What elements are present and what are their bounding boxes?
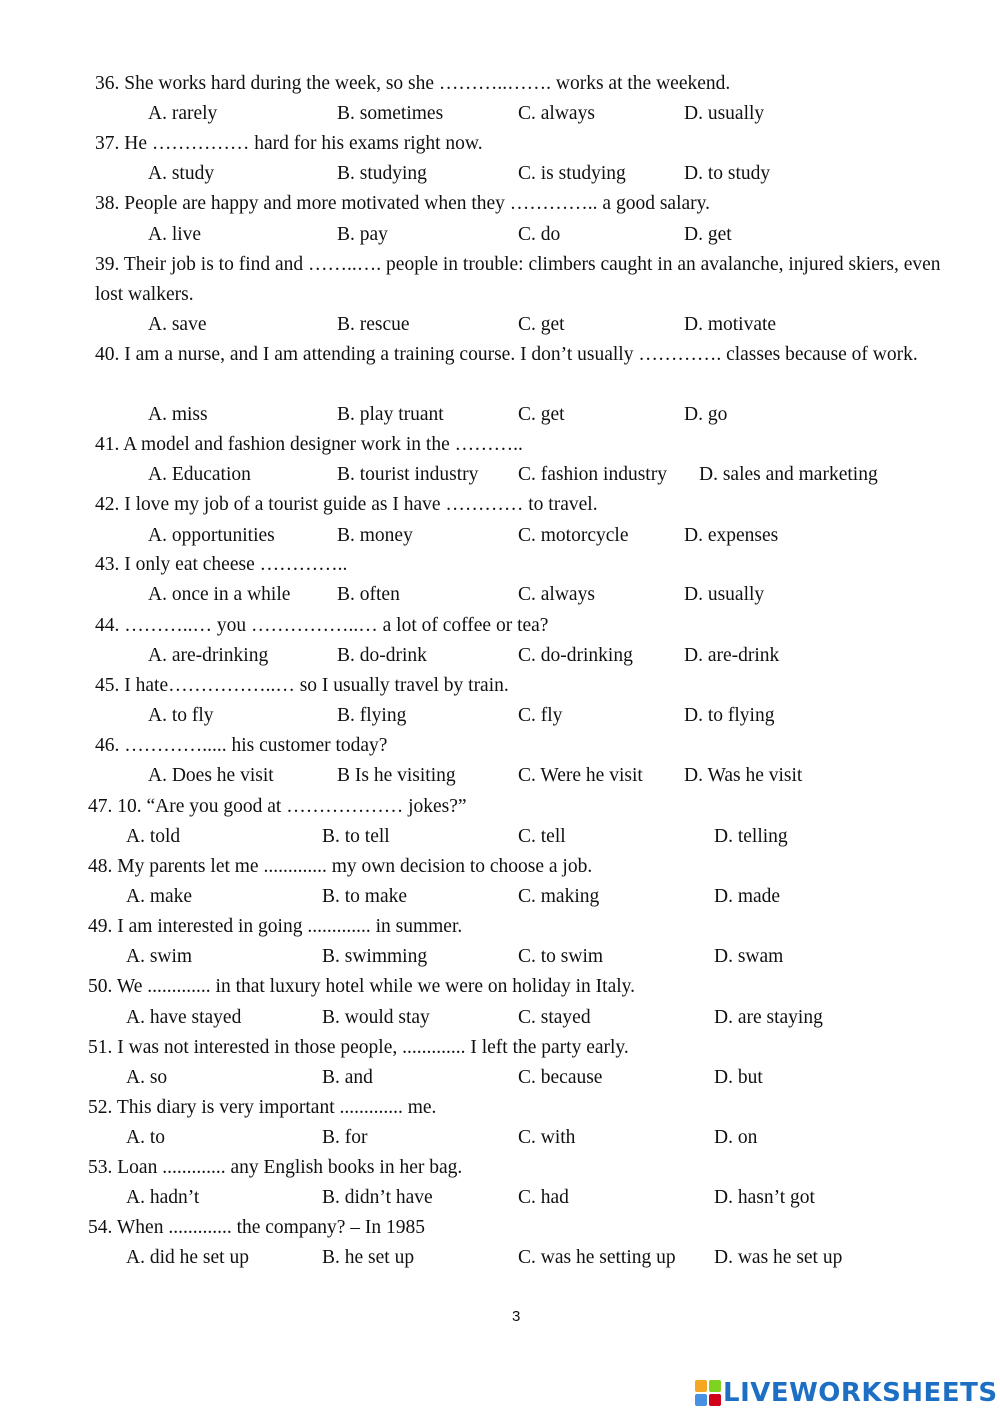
option-36d[interactable]: D. usually <box>684 103 765 124</box>
option-53c[interactable]: C. had <box>518 1187 569 1208</box>
question-39: 39. Their job is to find and ……..…. people in trouble: climbers caught in an avalanche, injured skiers, even lost walkers. <box>95 254 941 305</box>
option-44a[interactable]: A. are-drinking <box>148 645 269 666</box>
question-42: 42. I love my job of a tourist guide as I have ………… to travel. <box>95 494 598 515</box>
option-44d[interactable]: D. are-drink <box>684 645 780 666</box>
option-51c[interactable]: C. because <box>518 1067 603 1088</box>
option-39d[interactable]: D. motivate <box>684 314 777 335</box>
option-43b[interactable]: B. often <box>337 584 400 605</box>
option-52d[interactable]: D. on <box>714 1127 758 1148</box>
option-43d[interactable]: D. usually <box>684 584 765 605</box>
option-45b[interactable]: B. flying <box>337 705 407 726</box>
question-45: 45. I hate……………..… so I usually travel by train. <box>95 675 509 696</box>
question-36: 36. She works hard during the week, so she ………..……. works at the weekend. <box>95 73 731 94</box>
option-53b[interactable]: B. didn’t have <box>322 1187 433 1208</box>
question-48: 48. My parents let me ............. my own decision to choose a job. <box>88 856 593 877</box>
option-40a[interactable]: A. miss <box>148 404 208 425</box>
option-36a[interactable]: A. rarely <box>148 103 218 124</box>
question-44: 44. ………..… you ……………..… a lot of coffee or tea? <box>95 615 549 636</box>
option-37a[interactable]: A. study <box>148 163 215 184</box>
option-52b[interactable]: B. for <box>322 1127 368 1148</box>
option-54b[interactable]: B. he set up <box>322 1247 415 1268</box>
option-46d[interactable]: D. Was he visit <box>684 765 803 786</box>
option-54c[interactable]: C. was he setting up <box>518 1247 676 1268</box>
question-37: 37. He …………… hard for his exams right now. <box>95 133 483 154</box>
option-42c[interactable]: C. motorcycle <box>518 525 629 546</box>
option-41d[interactable]: D. sales and marketing <box>699 464 878 485</box>
option-37b[interactable]: B. studying <box>337 163 427 184</box>
option-49d[interactable]: D. swam <box>714 946 784 967</box>
page-number: 3 <box>512 1308 521 1325</box>
option-41b[interactable]: B. tourist industry <box>337 464 479 485</box>
option-37c[interactable]: C. is studying <box>518 163 626 184</box>
question-40: 40. I am a nurse, and I am attending a training course. I don’t usually …………. classes because of work. <box>95 344 918 365</box>
option-36b[interactable]: B. sometimes <box>337 103 444 124</box>
option-51a[interactable]: A. so <box>126 1067 168 1088</box>
question-52: 52. This diary is very important ............. me. <box>88 1097 437 1118</box>
option-46b[interactable]: B Is he visiting <box>337 765 456 786</box>
option-47b[interactable]: B. to tell <box>322 826 390 847</box>
question-50: 50. We ............. in that luxury hotel while we were on holiday in Italy. <box>88 976 636 997</box>
option-50b[interactable]: B. would stay <box>322 1007 430 1028</box>
option-49c[interactable]: C. to swim <box>518 946 604 967</box>
option-48b[interactable]: B. to make <box>322 886 408 907</box>
question-51: 51. I was not interested in those people, ............. I left the party early. <box>88 1037 629 1058</box>
option-49a[interactable]: A. swim <box>126 946 193 967</box>
option-47c[interactable]: C. tell <box>518 826 566 847</box>
option-47d[interactable]: D. telling <box>714 826 788 847</box>
question-53: 53. Loan ............. any English books in her bag. <box>88 1157 463 1178</box>
option-44c[interactable]: C. do-drinking <box>518 645 633 666</box>
logo-mark-icon <box>695 1380 721 1406</box>
option-54d[interactable]: D. was he set up <box>714 1247 843 1268</box>
option-41a[interactable]: A. Education <box>148 464 251 485</box>
liveworksheets-logo[interactable] <box>695 1378 998 1408</box>
option-39c[interactable]: C. get <box>518 314 565 335</box>
option-49b[interactable]: B. swimming <box>322 946 428 967</box>
question-38: 38. People are happy and more motivated when they ………….. a good salary. <box>95 193 710 214</box>
option-52c[interactable]: C. with <box>518 1127 576 1148</box>
option-39b[interactable]: B. rescue <box>337 314 410 335</box>
option-46c[interactable]: C. Were he visit <box>518 765 643 786</box>
option-47a[interactable]: A. told <box>126 826 181 847</box>
logo-text: LIVEWORKSHEETS <box>723 1378 998 1408</box>
question-41: 41. A model and fashion designer work in the ……….. <box>95 434 523 455</box>
option-40b[interactable]: B. play truant <box>337 404 444 425</box>
question-43: 43. I only eat cheese ………….. <box>95 554 348 575</box>
option-53d[interactable]: D. hasn’t got <box>714 1187 815 1208</box>
option-45a[interactable]: A. to fly <box>148 705 214 726</box>
option-42d[interactable]: D. expenses <box>684 525 779 546</box>
option-43a[interactable]: A. once in a while <box>148 584 291 605</box>
question-47: 47. 10. “Are you good at ……………… jokes?” <box>88 796 467 817</box>
option-51d[interactable]: D. but <box>714 1067 763 1088</box>
option-48d[interactable]: D. made <box>714 886 781 907</box>
option-48a[interactable]: A. make <box>126 886 193 907</box>
option-40c[interactable]: C. get <box>518 404 565 425</box>
option-42b[interactable]: B. money <box>337 525 413 546</box>
option-54a[interactable]: A. did he set up <box>126 1247 249 1268</box>
option-37d[interactable]: D. to study <box>684 163 771 184</box>
option-43c[interactable]: C. always <box>518 584 595 605</box>
question-49: 49. I am interested in going ............. in summer. <box>88 916 463 937</box>
question-54: 54. When ............. the company? – In 1985 <box>88 1217 426 1238</box>
option-52a[interactable]: A. to <box>126 1127 165 1148</box>
option-41c[interactable]: C. fashion industry <box>518 464 667 485</box>
option-53a[interactable]: A. hadn’t <box>126 1187 200 1208</box>
option-38c[interactable]: C. do <box>518 224 561 245</box>
option-50d[interactable]: D. are staying <box>714 1007 823 1028</box>
option-45c[interactable]: C. fly <box>518 705 563 726</box>
option-36c[interactable]: C. always <box>518 103 595 124</box>
option-39a[interactable]: A. save <box>148 314 207 335</box>
option-44b[interactable]: B. do-drink <box>337 645 427 666</box>
option-45d[interactable]: D. to flying <box>684 705 775 726</box>
option-50a[interactable]: A. have stayed <box>126 1007 242 1028</box>
option-50c[interactable]: C. stayed <box>518 1007 591 1028</box>
option-38a[interactable]: A. live <box>148 224 202 245</box>
option-42a[interactable]: A. opportunities <box>148 525 275 546</box>
option-40d[interactable]: D. go <box>684 404 728 425</box>
option-51b[interactable]: B. and <box>322 1067 373 1088</box>
option-38d[interactable]: D. get <box>684 224 732 245</box>
option-48c[interactable]: C. making <box>518 886 600 907</box>
option-38b[interactable]: B. pay <box>337 224 388 245</box>
question-46: 46. …………..... his customer today? <box>95 735 388 756</box>
option-46a[interactable]: A. Does he visit <box>148 765 274 786</box>
